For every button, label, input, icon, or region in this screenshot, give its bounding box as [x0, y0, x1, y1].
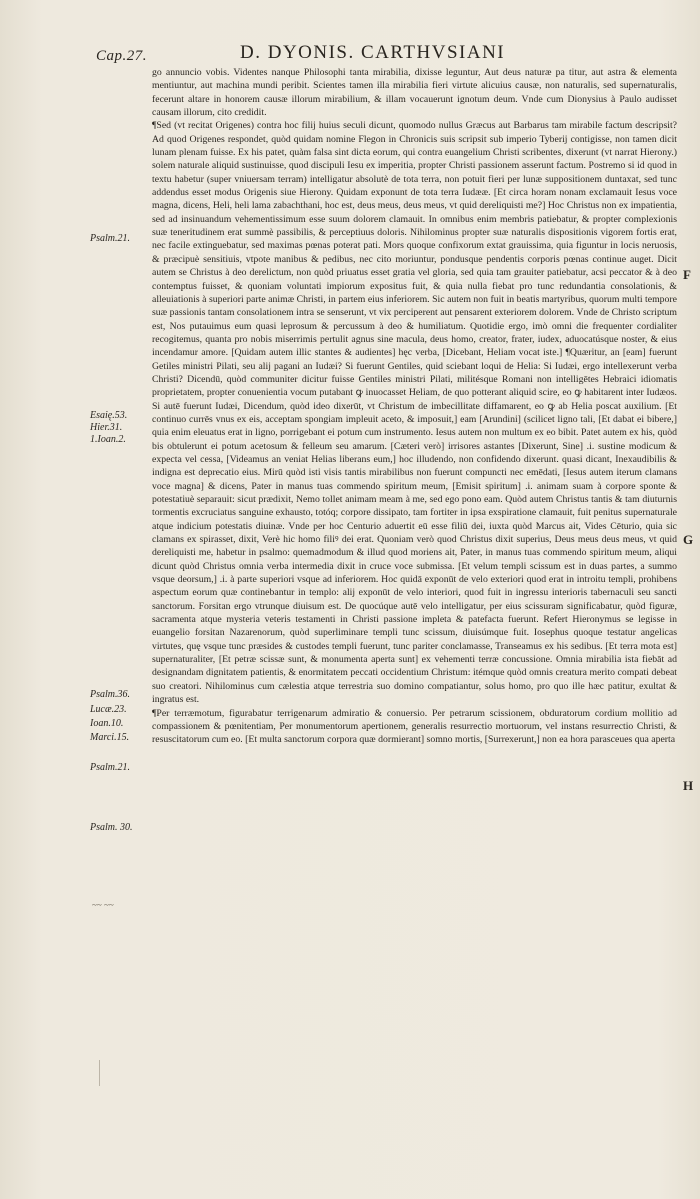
page-header: [0, 38, 700, 68]
margin-citation: Ioan.10.: [90, 718, 124, 729]
margin-citation: Hier.31.: [90, 422, 123, 433]
paragraph-final: ¶Per terræmotum, figurabatur terrigenarum admiratio & conuersio. Per petrarum scissionem, obduratorum cordium mollitio ad compassionem & pœnitentiam, Per monumentorum apertionem, generalis resurrectio mortuorum, vel instans resurrectio Christi, & resuscitatorum cum eo. [Et multa sanctorum corpora quæ dormierant] somno mortis, [Surrexerunt,] non ea hora parasceues qua aperta: [152, 707, 677, 746]
margin-citation: Psalm.36.: [90, 689, 130, 700]
paragraph-main: ¶Sed (vt recitat Origenes) contra hoc filij huius seculi dicunt, quomodo nullus Græcus aut Barbarus tam mirabile factum descripsit? Ad quod Origenes respondet, quòd quidam nomine Flegon in Chronicis suis scripsit sub imperio Tyberij contigisse, non tamen dicit lunam plenam fuisse. Ex his patet, quàm falsa sint dicta eorum, qui contra euangelium Christi scribentes, dixerunt (vt narrat Hierony.) solem naturale aliquid sustinuisse, quod discipuli Iesu ex imperitia, propter Christi passionem asserunt factum. Postremo si id quod in textu habetur (super vniuersam terram) intelligatur absolutè de tota terra, non potuit fieri per lunæ suppositionem duntaxat, sed tunc addendus esset modus Origenis siue Hierony. Quidam exponunt de tota terra Iudææ. [Et circa horam nonam exclamauit Iesus voce magna, dicens, Heli, heli lama zabachthani, hoc est, deus meus, deus meus, vt quid dereliquisti me?] Hoc Christus non ex impatientia, sed ad insinuandum vehementissimum esse suum dolorem clamauit. In omnibus enim membris patiebatur, & propter complexionis suæ teneritudinem erat summè passibilis, & perceptiuus doloris. Nihilominus propter suæ naturalis dispositionis vigorem fortis erat, nec facile extinguebatur, sed maximas pœnas poterat pati. Mors quoque confixorum extat grauissima, quia figuntur in locis neruosis, & præcipuè sensitiuis, vtpote manibus & pedibus, nec cito moriuntur, pondusque pendentis corporis pœnas continue auget. Dicit autem se Christus à deo derelictum, non quòd priuatus esset gratia vel gloria, sed quia tam grauiter patiebatur, acsi peccator & à deo contemptus fuisset, & quoniam voluntati impiorum expositus fuit, & quia nulla fiebat pro tunc redundantia consolationis, & alleuiationis à superiori parte animæ Christi, in partem eius inferiorem. Sic autem non fuit in beatis martyribus, quorum multi tempore suæ passionis tantam consolationem intra se senserunt, vt vix perciperent aut pensarent exteriorem dolorem. Vnde de Christo scriptum est, Nos putauimus eum quasi leprosum & percussum à deo & humiliatum. Quotidie ergo, imò omni die frequenter cordialiter recogitemus, quanta pro nobis miserrimis pertulit agnus sine macula, deus homo, creator, frater, iudex, aduocatúsque noster, & eius incendamur amore. [Quidam autem illic stantes & audientes] hęc verba, [Dicebant, Heliam vocat iste.] ¶Quæritur, an [eam] fuerunt Getiles ministri Pilati, seu alij pagani an Iudæi? Si fuerunt Gentiles, quid sciebant loqui de Helia: Si Iudæi, ergo intellexerunt verba Christi? Dicendū, quòd communiter dicitur fuisse Gentiles ministri Pilati, militésque Romani non intelligētes Hebraici idiomatis proprietatem, propter conuenientia vocum putabant ꝙ inuocasset Heliam, de quo potterant aliquid scire, eo ꝙ habitarent inter Iudæos. Si autē fuerunt Iudæi, Dicendum, quòd ideo dixerūt, vt Christum de imbecillitate diffamarent, eo ꝙ ab Helia poscat auxilium. [Et continuo currēs vnus ex eis, acceptam spongiam impleuit aceto, & imposuit,] eam [Arundini] (scilicet ligno tali, [Et dabat ei bibere,] quia enim eleuatus erat in ligno, porrigebant ei potum cum instrumento. Iesus autem non multum ex eo bibit. Patet autem ex his, quòd bis obtulerunt ei potum acetosum & felleum seu amarum. [Cæteri verò] irrisores astantes [Dixerunt, Sine] .i. sustine modicum & expecta vel cessa, [Videamus an veniat Helias liberans eum,] hoc illudendo, non confidendo dixerunt. quasi dicant, Inexaudibilis & indigna est deprecatio eius. Mirū quòd isti visis tantis mirabilibus non fuerunt compuncti nec emēdati, [Iesus autem iterum clamans voce magna] & dicens, Pater in manus tuas commendo spiritum meum, [Emisit spiritum] .i. animam suam à corpore sponte & potestatiuè separauit: sicut prædixit, Nemo tollet animam meam à me, sed ego pono eam. Quòd autem Christus tantis & tam diuturnis tormentis excruciatus sanguine exhausto, totóq; corpore dissipato, tam fortiter in ipsa exspiratione clamauit, fuit penitus supernaturale atque indicium potestatis diuinæ. Vnde per hoc Centurio aduertit eū esse filiū dei, iuxta quòd Marcus ait, Vides Cēturio, quia sic clamans ex spirasset, dixit, Verè hic homo filiꝰ dei erat. Quoniam verò quod Christus dixit superius, Deus meus deus meus, vt quid dereliquisti me, habetur in psalmo: quemadmodum & illud quod moriens ait, Pater, in manus tuas commendo spiritum meum, aliqui dicunt quòd Christus omnia verba intermedia dixit in cruce voce submissa. [Et velum templi scissum est in duas partes, a summo vsque deorsum,] .i. à parte superiori vsque ad inferiorem. Hoc quidā exponūt de velo exteriori quod erat in introitu templi, prohibens aspectum eorum quæ continebantur in templo: alij exponūt de velo interiori, quod fuit in ingressu interioris tabernaculi seu sancti sanctorum. Forsitan ergo vtrunque diuisum est. De quocúque autē velo intelligatur, per eius scissuram significabatur, quòd figuræ, sacramenta atque mysteria veteris testamenti in Christi passione impleta & patefacta fuerunt. Refert Hieronymus se legisse in euangelio forsitan Nazarenorum, quòd superliminare templi tunc scissum, diuisúmque fuit. Iosephus quoque testatur angelicas virtutes, quę vsque tunc præsides & custodes templi fuerunt, tunc pariter conclamasse, Transeamus ex his sedibus. [Et terra mota est] supernaturaliter, [Et petræ scissæ sunt, & monumenta aperta sunt] ex vehementi terræ concussione. Omnia mirabilia ista fiebāt ad designandam dignitatem patientis, & enormitatem peccati occidentium Christum: itémque quòd omnis creatura merito compati debeat suo creatori. Nihilominus cum cælestia atque terrestria suo domino compatiantur, solus homo, pro quo ille hæc patitur, exultat & ingratus est.: [152, 120, 677, 706]
margin-citation: Psalm.21.: [90, 233, 130, 244]
margin-citation: Psalm.21.: [90, 762, 130, 773]
running-title: D. DYONIS. CARTHVSIANI: [240, 42, 506, 63]
margin-citation: 1.Ioan.2.: [90, 434, 126, 445]
margin-rule: [99, 1060, 100, 1086]
margin-ornament-icon: ~~ ~~: [92, 900, 114, 910]
chapter-label: Cap.27.: [96, 48, 148, 64]
section-letter: G: [683, 532, 694, 547]
section-letter: F: [683, 267, 691, 282]
margin-citation: Psalm. 30.: [90, 822, 133, 833]
section-letter: H: [683, 778, 694, 793]
margin-citation: Lucæ.23.: [90, 704, 127, 715]
margin-citation: Marci.15.: [90, 732, 130, 743]
main-text-column: [152, 66, 677, 747]
margin-citation: Esaię.53.: [90, 410, 128, 421]
paragraph-intro: go annuncio vobis. Videntes nanque Philosophi tanta mirabilia, dixisse leguntur, Aut deus naturæ pa titur, aut astra & elementa mentiuntur, aut machina mundi peribit. Scientes tamen illa mirabilia fieri virtute alicuius causæ, non naturalis, sed supernaturalis, fecerunt altare in honorem causæ illorum mirabilium, & illam vocauerunt ignotum deum. Vnde cum Dionysius à Paulo audisset causam illorum, cito credidit.: [152, 67, 677, 119]
